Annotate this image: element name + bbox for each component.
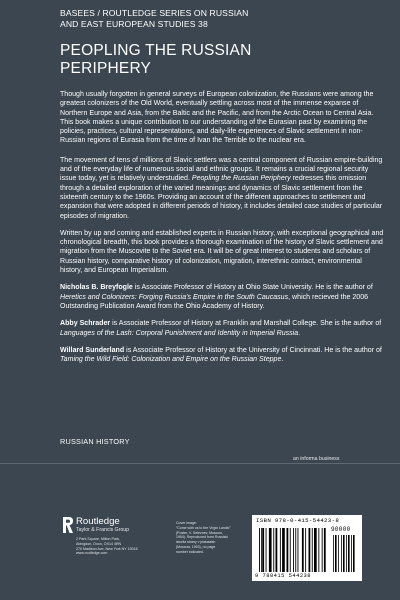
barcode-bar bbox=[261, 528, 262, 572]
subject-category: RUSSIAN HISTORY bbox=[60, 437, 130, 446]
editor-bio-end: . bbox=[281, 356, 284, 364]
editor-name: Abby Schrader bbox=[60, 320, 111, 328]
barcode-addon-bar bbox=[338, 535, 339, 572]
barcode-bar bbox=[290, 528, 291, 572]
credit-line: Cover image: bbox=[176, 521, 197, 525]
barcode-bar bbox=[280, 528, 281, 572]
credit-line: istoriia strany v plakatakh bbox=[176, 540, 216, 545]
editor-name: Willard Sunderland bbox=[60, 346, 125, 354]
editor-bio-end: , which recieved the 2006 Outstanding Publication Award from the Ohio Academy of History. bbox=[60, 293, 369, 310]
title-line-1: PEOPLING THE RUSSIAN bbox=[60, 42, 252, 59]
description-paragraph-1: Though usually forgotten in general surveys of European colonization, the Russians were among the greatest colonizers of the Old World, eventually settling across most of the immense expanse of Northern Europe and Asia, from the Baltic and the Pacific, and from the Arctic Ocean to Central Asia. This book makes a unique contribution to our understanding of the Eurasian past by examining the policies, practices, cultural representations, and daily-life experiences of Slavic settlement in non-Russian regions of Eurasia from the time of Ivan the Terrible to the nuclear era. bbox=[60, 91, 374, 145]
publisher-address bbox=[76, 537, 164, 556]
editor-work: Languages of the Lash: Corporal Punishment and Identity in Imperial Russia bbox=[60, 329, 299, 337]
description-paragraph-2-b: redresses this omission through a detailed exploration of the varied meanings and dynamics of Slavic settlement from the sixteenth century to the 1960s. Providing an account of the different approaches to settlement and expansion that were adopted in different periods of history, it includes detailed case studies of particular episodes of migration. bbox=[60, 175, 383, 220]
editor-work: Taming the Wild Field: Colonization and Empire on the Russian Steppe bbox=[60, 356, 282, 364]
informa-tagline: an informa business bbox=[293, 456, 340, 462]
ean-number: 9 780415 544238 bbox=[255, 573, 312, 579]
title-line-2: PERIPHERY bbox=[60, 60, 152, 77]
editor-bio-text: is Associate Professor of History at Ohio State University. He is the author of bbox=[134, 284, 373, 292]
credit-line: number indicated. bbox=[176, 549, 204, 554]
cover-image-credit bbox=[176, 521, 254, 555]
barcode-addon-bar bbox=[341, 535, 342, 572]
barcode-bar bbox=[298, 528, 299, 572]
barcode-addon-bar bbox=[333, 535, 334, 572]
description-paragraph-2 bbox=[60, 156, 385, 221]
price-addon: 90000 bbox=[331, 526, 351, 533]
description-paragraph-2-a: The movement of tens of millions of Slavic settlers was a central component of Russian empire-building and of the everyday life of numerous social and ethnic groups. It remains a crucial regional security issue today, yet is relatively understudied. bbox=[60, 156, 383, 183]
credit-line: (Poster, V. Seleznev, Moscow, bbox=[176, 530, 223, 535]
barcode-bar bbox=[295, 528, 296, 572]
editor-work: Heretics and Colonizers: Forging Russia's Empire in the South Caucasus bbox=[60, 293, 289, 301]
editor-bio-text: is Associate Professor of History at the University of Cincinnati. He is the author of bbox=[126, 346, 382, 354]
editor-bio bbox=[60, 319, 385, 338]
divider bbox=[0, 463, 400, 464]
barcode-bar bbox=[302, 528, 304, 572]
barcode-bar bbox=[309, 528, 311, 572]
barcode-addon-bar bbox=[346, 535, 347, 572]
isbn-number: ISBN 978-0-415-54423-8 bbox=[256, 517, 340, 524]
barcode-bar bbox=[324, 528, 326, 572]
barcode-addon-bar bbox=[348, 535, 350, 572]
barcode-bar bbox=[276, 528, 278, 572]
description-paragraph-3: Written by up and coming and established experts in Russian history, with exceptional geographical and chronological breadth, this book provides a thorough examination of the history of Slavic settlement and migration from the Muscovite to the Soviet era. It will be of great interest to students and scholars of Russian history, comparative history of colonization, migration, interethnic contact, environmental history, and European Imperialism. bbox=[60, 229, 384, 275]
back-cover-text bbox=[60, 90, 385, 372]
address-line: 2 Park Square, Milton Park, bbox=[76, 537, 120, 541]
barcode-bar bbox=[273, 528, 274, 572]
barcode-icon bbox=[257, 525, 357, 573]
book-title bbox=[60, 42, 380, 78]
credit-line: (Moscow, 1993), no page bbox=[176, 544, 216, 549]
address-line: www.routledge.com bbox=[76, 551, 108, 556]
routledge-logo-icon bbox=[62, 516, 74, 534]
barcode-block bbox=[252, 515, 362, 581]
series-label bbox=[60, 8, 360, 30]
barcode-addon-bar bbox=[335, 535, 337, 572]
barcode-bar bbox=[318, 528, 319, 572]
barcode-addon-bar bbox=[343, 535, 345, 572]
address-line: 270 Madison Ave, New York NY 10016 bbox=[76, 546, 138, 551]
barcode-addon-bar bbox=[351, 535, 352, 572]
barcode-bar bbox=[312, 528, 313, 572]
editor-bio-end: . bbox=[298, 329, 301, 337]
barcode-bar bbox=[266, 528, 267, 572]
barcode-bar bbox=[293, 528, 294, 572]
publisher-group: Taylor & Francis Group bbox=[76, 527, 130, 533]
barcode-bar bbox=[305, 528, 306, 572]
barcode-bar bbox=[259, 528, 260, 572]
barcode-addon-bar bbox=[353, 535, 355, 572]
barcode-bar bbox=[322, 528, 323, 572]
editor-bio-text: is Associate Professor of History at Franklin and Marshall College. She is the author of bbox=[112, 320, 382, 328]
credit-line: 1954). Reproduced from Rossiski bbox=[176, 535, 228, 540]
editor-bio bbox=[60, 283, 385, 311]
barcode-bar bbox=[262, 528, 264, 572]
description-paragraph-2-title: Peopling the Russian Periphery bbox=[191, 175, 291, 183]
address-line: Abingdon, Oxon, OX14 4RN bbox=[76, 541, 122, 546]
series-line-2: AND EAST EUROPEAN STUDIES 38 bbox=[60, 19, 208, 29]
barcode-bar bbox=[287, 528, 289, 572]
barcode-bar bbox=[314, 528, 317, 572]
credit-line: "Come with us to the Virgin Lands!" bbox=[176, 525, 231, 530]
barcode-bar bbox=[269, 528, 272, 572]
publisher-name: Routledge bbox=[76, 516, 120, 527]
series-line-1: BASEES / ROUTLEDGE SERIES ON RUSSIAN bbox=[60, 8, 249, 18]
editor-bio bbox=[60, 346, 385, 365]
barcode-bar bbox=[282, 528, 285, 572]
editor-name: Nicholas B. Breyfogle bbox=[60, 284, 133, 292]
